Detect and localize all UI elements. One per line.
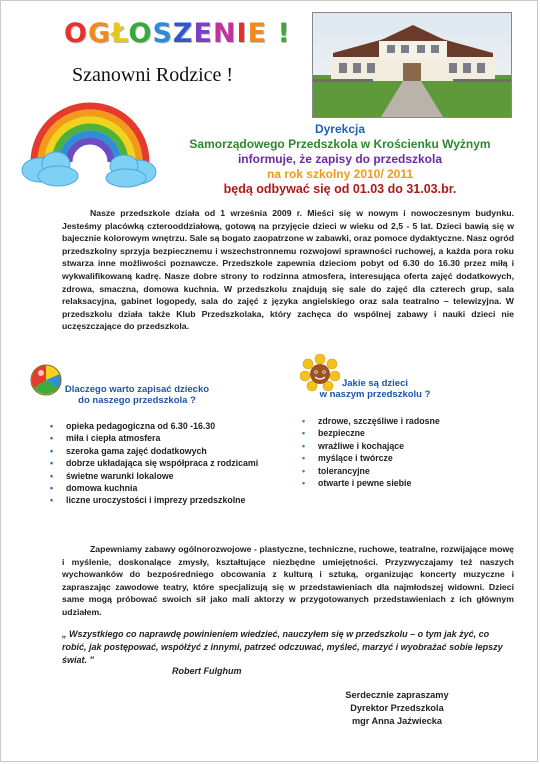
- building-photo: [312, 12, 512, 118]
- headline-letter: O: [128, 18, 153, 49]
- headline-letter: Ł: [111, 18, 129, 49]
- page-title: [64, 18, 291, 49]
- list-item: • domowa kuchnia: [48, 482, 268, 494]
- rainbow-icon: [20, 88, 160, 188]
- headline-letter: E: [193, 18, 213, 49]
- quote-text: „ Wszystkiego co naprawdę powinieniem wiedzieć, nauczyłem się w przedszkolu – o tym jak żyć, co robić, jak postępować, współżyć z innymi, patrzeć odczuwać, myśleć, marzyć i wyobrażać sobie lepszy świat. ”: [62, 629, 503, 665]
- headline-letter: G: [87, 18, 112, 49]
- list-item: • dobrze układająca się współpraca z rodzicami: [48, 457, 268, 469]
- why-list: [48, 420, 268, 507]
- why-section-title: Dlaczego warto zapisać dziecko do naszego przedszkola ?: [64, 384, 210, 406]
- list-item: • szeroka gama zajęć dodatkowych: [48, 445, 268, 457]
- list-item: • bezpieczne: [300, 427, 500, 439]
- children-section-title: Jakie są dzieci w naszym przedszkolu ?: [319, 378, 431, 400]
- announcement-line-4: na rok szkolny 2010/ 2011: [266, 167, 414, 181]
- headline-letter: S: [152, 18, 173, 49]
- headline-letter: O: [64, 18, 88, 49]
- list-item: • zdrowe, szczęśliwe i radosne: [300, 415, 500, 427]
- offer-paragraph: Zapewniamy zabawy ogólnorozwojowe - plastyczne, techniczne, ruchowe, teatralne, rozwijające mowę i myślenie, doskonalące zmysły, kształtujące niezbędne umiejętności. Przyzwyczajamy też naszych wychowanków do bezpośredniego obcowania z kulturą i sztuką, organizując koncerty muzyczne i zapraszając zawodowe teatry, które specjalizują się w przedstawieniach dla najmłodszej widowni. Dzieci same mogą próbować swoich sił jako mali aktorzy w przygotowanych przedstawieniach z ich głównym udziałem.: [62, 544, 514, 617]
- beach-ball-icon: [30, 364, 62, 396]
- headline-letter: [267, 18, 277, 49]
- signature-line-3: mgr Anna Jaźwiecka: [351, 716, 443, 726]
- children-list: [300, 415, 500, 489]
- headline-letter: !: [277, 18, 291, 49]
- list-item: • świetne warunki lokalowe: [48, 470, 268, 482]
- list-item: • otwarte i pewne siebie: [300, 477, 500, 489]
- signature-line-1: Serdecznie zapraszamy: [345, 690, 449, 700]
- announcement-line-1: Dyrekcja: [314, 122, 366, 136]
- headline-letter: E: [247, 18, 268, 49]
- list-item: • miła i ciepła atmosfera: [48, 432, 268, 444]
- announcement-line-3: informuje, że zapisy do przedszkola: [237, 152, 443, 166]
- announcement-line-5: będą odbywać się od 01.03 do 31.03.br.: [223, 182, 457, 196]
- list-item: • liczne uroczystości i imprezy przedszkolne: [48, 494, 268, 506]
- headline-letter: N: [212, 18, 237, 49]
- list-item: • tolerancyjne: [300, 465, 500, 477]
- list-item: • wrażliwe i kochające: [300, 440, 500, 452]
- list-item: • myślące i twórcze: [300, 452, 500, 464]
- headline-letter: I: [236, 18, 248, 49]
- intro-paragraph: Nasze przedszkole działa od 1 września 2009 r. Mieści się w nowym i nowoczesnym budynku. Jesteśmy placówką czterooddziałową, gotową na przyjęcie dzieci w wieku od 2,5 - 5 lat. Dzieci bawią się w bajecznie kolorowym wnętrzu. Sale są bogato zaopatrzone w zabawki, oraz pomoce dydaktyczne. Nasz ogród przedszkolny sprzyja bezpiecznemu i wszechstronnemu rozwojowi sprawności ruchowej, a każda pora roku stwarza inne możliwości poznawcze. Przedszkole zapewnia dzieciom pobyt od 6.30 do 16.30 przez miłą i wykwalifikowaną kadrę. Nasze dobre strony to rodzinna atmosfera, interesująca oferta zajęć dodatkowych, zdrowa, smaczna, domowa kuchnia. W przedszkolu znajdują się sale do zajęć dla czterech grup, sala relaksacyjna, gabinet logopedy, sala do zajęć z języka angielskiego oraz sala teatralno – telewizyjna. W przedszkolu działa także Klub Przedszkolaka, który zachęca do wspólnej zabawy i nauki dzieci nie uczęszczające do przedszkola.: [62, 208, 514, 332]
- quote-author: Robert Fulghum: [172, 666, 242, 676]
- list-item: • opieka pedagogiczna od 6.30 -16.30: [48, 420, 268, 432]
- signature-line-2: Dyrektor Przedszkola: [350, 703, 444, 713]
- headline-letter: Z: [172, 18, 194, 49]
- greeting-text: Szanowni Rodzice !: [72, 64, 234, 86]
- announcement-line-2: Samorządowego Przedszkola w Krościenku Wyżnym: [189, 137, 491, 151]
